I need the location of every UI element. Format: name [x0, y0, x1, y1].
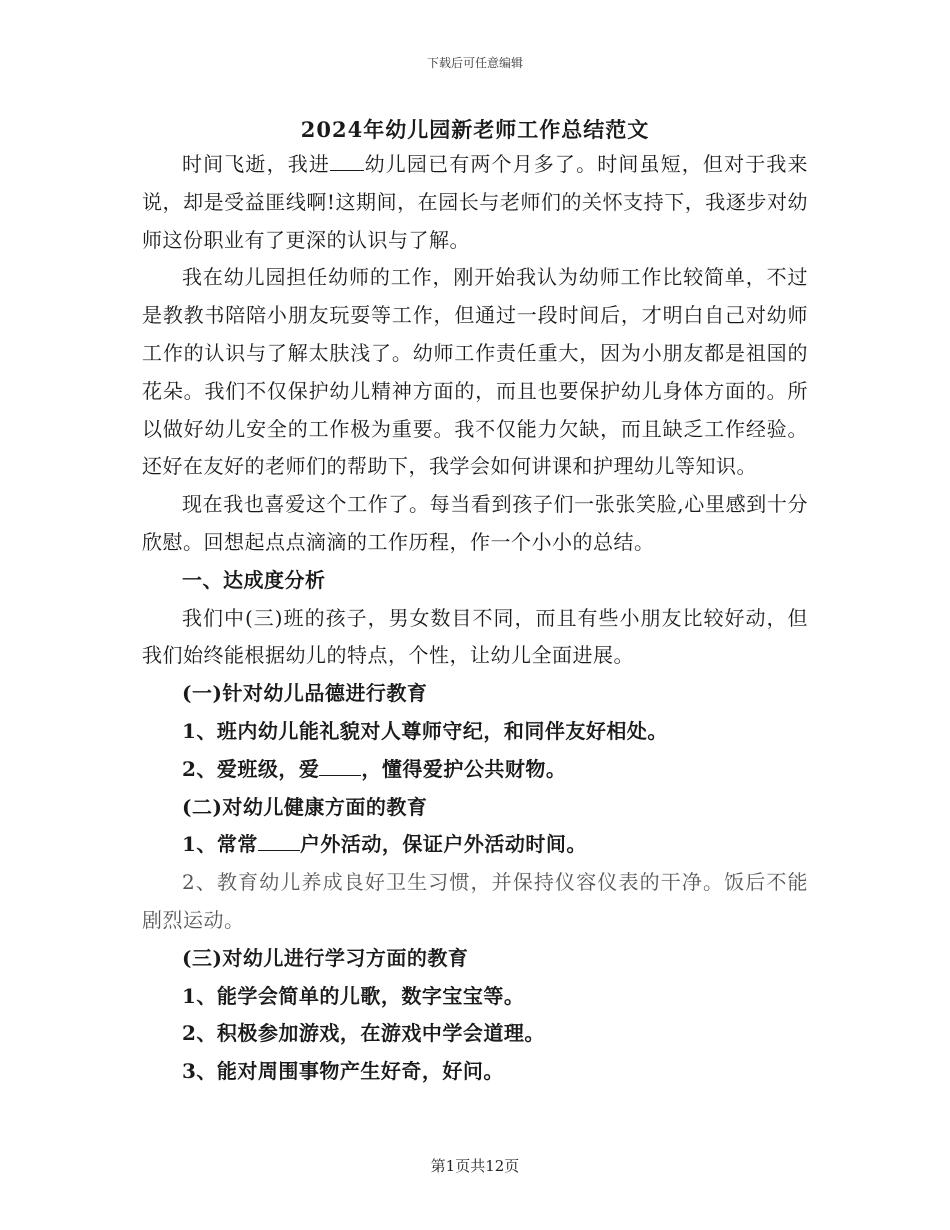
paragraph-class: 我们中(三)班的孩子，男女数目不同，而且有些小朋友比较好动，但我们始终能根据幼儿的特点，个性，让幼儿全面进展。 [142, 605, 808, 668]
page-number: 第1页共12页 [430, 1157, 520, 1175]
list-item: 1、班内幼儿能礼貌对人尊师守纪，和同伴友好相处。 [182, 718, 668, 743]
paragraph-intro: 时间飞逝，我进 幼儿园已有两个月多了。时间虽短，但对于我来说，却是受益匪线啊!这期间，在园长与老师们的关怀支持下，我逐步对幼师这份职业有了更深的认识与了解。 [142, 152, 808, 252]
list-item: 1、常常 户外活动，保证户外活动时间。 [182, 832, 587, 857]
list-item: 1、能学会简单的儿歌，数字宝宝等。 [182, 983, 525, 1008]
section-heading: 一、达成度分析 [182, 567, 326, 592]
fill-blank [319, 775, 361, 776]
subsection-moral: (一)针对幼儿品德进行教育 [182, 681, 428, 706]
list-item: 2、积极参加游戏，在游戏中学会道理。 [182, 1021, 545, 1046]
list-item: 2、爱班级，爱 ，懂得爱护公共财物。 [182, 756, 567, 781]
list-item: 3、能对周围事物产生好奇，好问。 [182, 1059, 504, 1084]
fill-blank [330, 170, 364, 171]
subsection-learning: (三)对幼儿进行学习方面的教育 [182, 945, 469, 970]
fill-blank [258, 850, 300, 851]
document-body [142, 146, 808, 1091]
subsection-health: (二)对幼儿健康方面的教育 [182, 794, 428, 819]
list-item: 2、教育幼儿养成良好卫生习惯，并保持仪容仪表的干净。饭后不能剧烈运动。 [142, 870, 808, 932]
paragraph-role: 我在幼儿园担任幼师的工作，刚开始我认为幼师工作比较简单，不过是教教书陪陪小朋友玩耍等工作，但通过一段时间后，才明白自己对幼师工作的认识与了解太肤浅了。幼师工作责任重大，因为小朋友都是祖国的花朵。我们不仅保护幼儿精神方面的，而且也要保护幼儿身体方面的。所以做好幼儿安全的工作极为重要。我不仅能力欠缺，而且缺乏工作经验。还好在友好的老师们的帮助下，我学会如何讲课和护理幼儿等知识。 [142, 265, 808, 479]
paragraph-feelings: 现在我也喜爱这个工作了。每当看到孩子们一张张笑脸,心里感到十分欣慰。回想起点点滴滴的工作历程，作一个小小的总结。 [142, 492, 808, 554]
document-title: 2024年幼儿园新老师工作总结范文 [300, 117, 650, 142]
header-note: 下载后可任意编辑 [426, 56, 523, 70]
